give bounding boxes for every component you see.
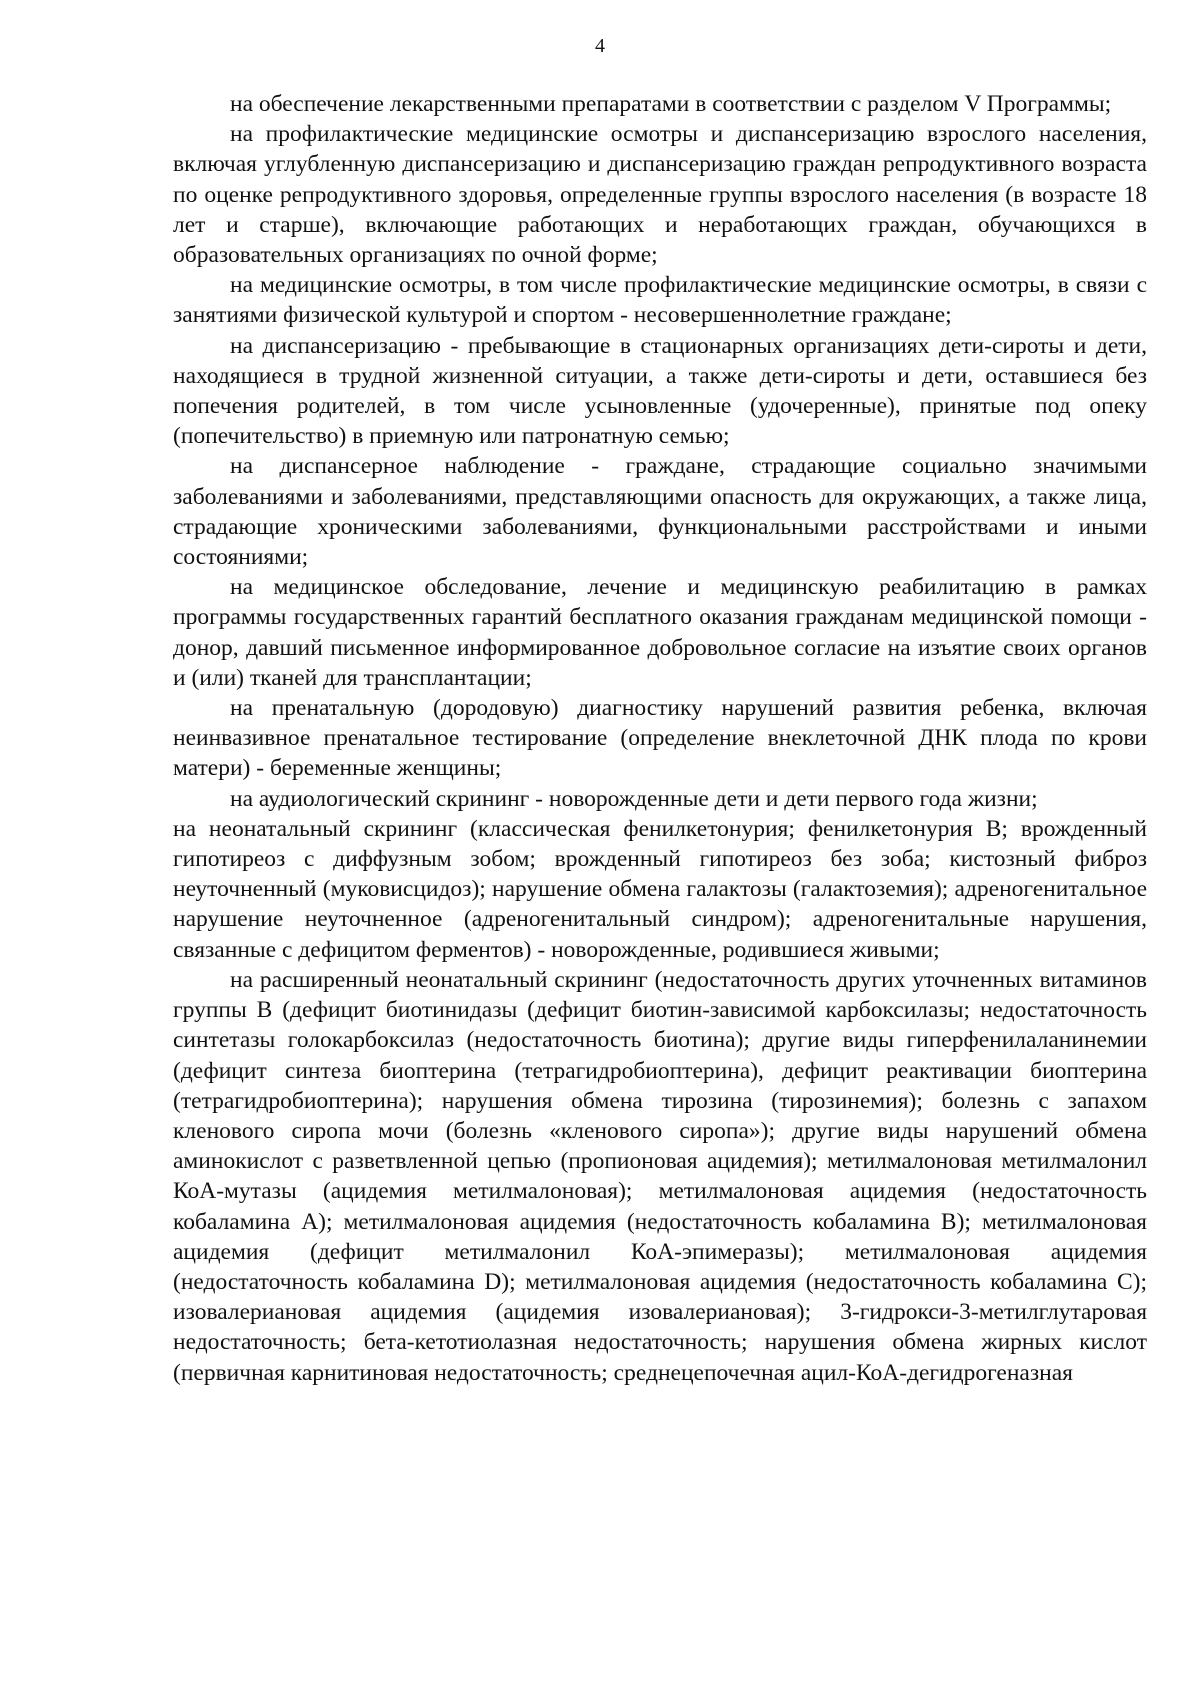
- page-number: 4: [595, 35, 605, 57]
- paragraph: на пренатальную (дородовую) диагностику нарушений развития ребенка, включая неинвазивное пренатальное тестирование (определение внеклеточной ДНК плода по крови матери) - беременные женщины;: [173, 695, 1147, 782]
- paragraph: на диспансеризацию - пребывающие в стационарных организациях дети-сироты и дети, находящиеся в трудной жизненной ситуации, а также дети-сироты и дети, оставшиеся без попечения родителей, в том числе усыновленные (удочеренные), принятые под опеку (попечительство) в приемную или патронатную семью;: [173, 332, 1147, 450]
- paragraph: на профилактические медицинские осмотры и диспансеризацию взрослого населения, включая углубленную диспансеризацию и диспансеризацию граждан репродуктивного возраста по оценке репродуктивного здоровья, определенные группы взрослого населения (в возрасте 18 лет и старше), включающие работающих и неработающих граждан, обучающихся в образовательных организациях по очной форме;: [173, 121, 1147, 269]
- paragraph: на диспансерное наблюдение - граждане, страдающие социально значимыми заболеваниями и заболеваниями, представляющими опасность для окружающих, а также лица, страдающие хроническими заболеваниями, функциональными расстройствами и иными состояниями;: [173, 453, 1147, 571]
- paragraph: на аудиологический скрининг - новорожденные дети и дети первого года жизни;: [230, 785, 1038, 812]
- paragraph: на обеспечение лекарственными препаратами в соответствии с разделом V Программы;: [230, 91, 1112, 117]
- document-body: [173, 89, 1147, 1388]
- paragraph: на расширенный неонатальный скрининг (недостаточность других уточненных витаминов группы В (дефицит биотинидазы (дефицит биотин-зависимой карбоксилазы; недостаточность синтетазы голокарбоксилаз (недостаточность биотина); другие виды гиперфенилаланинемии (дефицит синтеза биоптерина (тетрагидробиоптерина), дефицит реактивации биоптерина (тетрагидробиоптерина); нарушения обмена тирозина (тирозинемия); болезнь с запахом кленового сиропа мочи (болезнь «кленового сиропа»); другие виды нарушений обмена аминокислот с разветвленной цепью (пропионовая ацидемия); метилмалоновая метилмалонил КоА-мутазы (ацидемия метилмалоновая); метилмалоновая ацидемия (недостаточность кобаламина А); метилмалоновая ацидемия (недостаточность кобаламина В); метилмалоновая ацидемия (дефицит метилмалонил КоА-эпимеразы); метилмалоновая ацидемия (недостаточность кобаламина D); метилмалоновая ацидемия (недостаточность кобаламина С); изовалериановая ацидемия (ацидемия изовалериановая); 3-гидрокси-3-метилглутаровая недостаточность; бета-кетотиолазная недостаточность; нарушения обмена жирных кислот (первичная карнитиновая недостаточность; среднецепочечная ацил-КоА-дегидрогеназная: [173, 966, 1147, 1386]
- paragraph: на медицинские осмотры, в том числе профилактические медицинские осмотры, в связи с занятиями физической культурой и спортом - несовершеннолетние граждане;: [173, 272, 1147, 329]
- paragraph: на медицинское обследование, лечение и медицинскую реабилитацию в рамках программы государственных гарантий бесплатного оказания гражданам медицинской помощи - донор, давший письменное информированное добровольное согласие на изъятие своих органов и (или) тканей для трансплантации;: [173, 574, 1147, 691]
- paragraph: на неонатальный скрининг (классическая фенилкетонурия; фенилкетонурия В; врожденный гипотиреоз с диффузным зобом; врожденный гипотиреоз без зоба; кистозный фиброз неуточненный (муковисцидоз); нарушение обмена галактозы (галактоземия); адреногенитальное нарушение неуточненное (адреногенитальный синдром); адреногенитальные нарушения, связанные с дефицитом ферментов) - новорожденные, родившиеся живыми;: [173, 815, 1147, 963]
